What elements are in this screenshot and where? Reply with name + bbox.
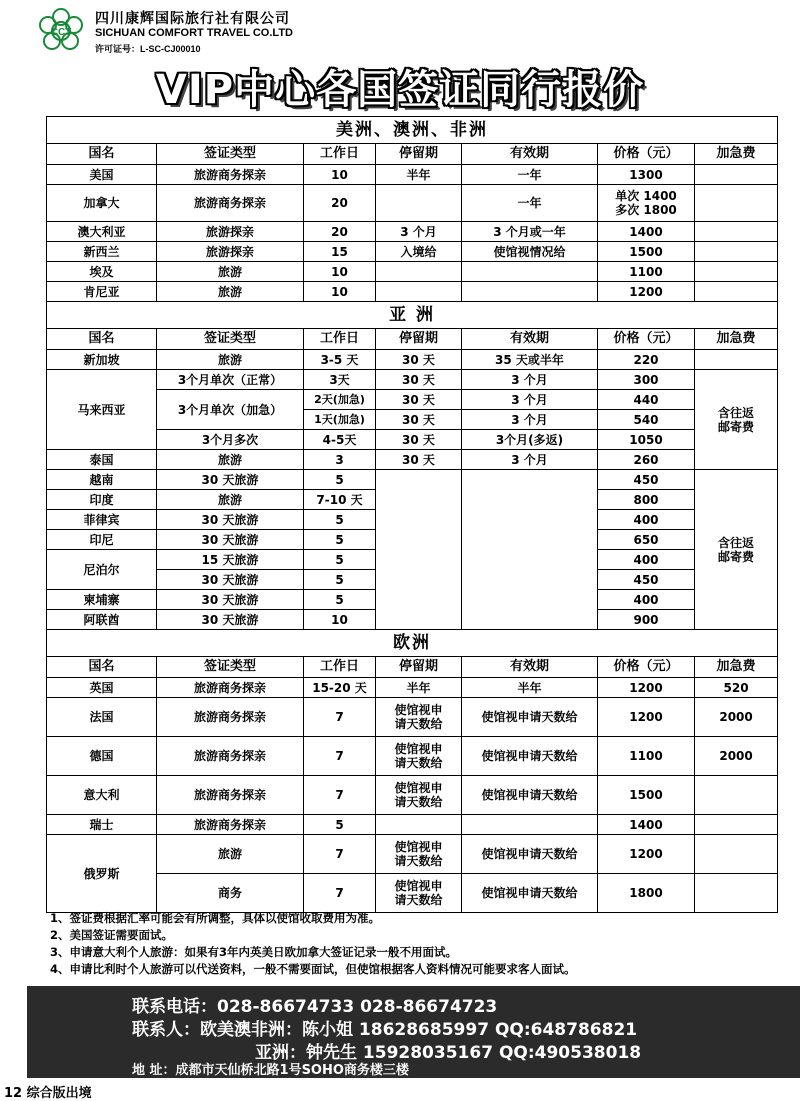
table-cell: 1400: [598, 222, 695, 242]
table-cell: 7: [304, 776, 376, 815]
table-cell: 旅游: [157, 350, 304, 370]
table-cell: 商务: [157, 874, 304, 913]
table-cell: 30 天: [376, 450, 462, 470]
table-cell: 10: [304, 262, 376, 282]
column-header: 有效期: [462, 657, 598, 678]
table-cell: 旅游商务探亲: [157, 815, 304, 835]
page-footer: 12 综合版出境: [4, 1086, 92, 1101]
table-cell: 使馆视申请天数给: [462, 835, 598, 874]
note-2: 2、美国签证需要面试。: [50, 928, 174, 942]
table-cell: 3个月(多返): [462, 430, 598, 450]
column-header: 工作日: [304, 144, 376, 165]
table-cell: 法国: [47, 698, 157, 737]
table-cell: 使馆视申 请天数给: [376, 737, 462, 776]
table-cell: 3 个月: [462, 390, 598, 410]
license-number: 许可证号：L-SC-CJ00010: [95, 44, 201, 54]
table-row: [47, 242, 778, 262]
table-cell: 30 天旅游: [157, 470, 304, 490]
table-cell: 使馆视申 请天数给: [376, 698, 462, 737]
contact-person-2: 亚洲：钟先生 15928035167 QQ:490538018: [255, 1043, 642, 1063]
table-cell: [376, 282, 462, 302]
table-cell: 使馆视申请天数给: [462, 776, 598, 815]
table-cell: [695, 165, 778, 185]
table-cell: 3 个月或一年: [462, 222, 598, 242]
table-cell: 450: [598, 570, 695, 590]
section-title: 欧洲: [47, 630, 778, 657]
table-cell: 意大利: [47, 776, 157, 815]
table-cell: 旅游商务探亲: [157, 737, 304, 776]
table-cell: 450: [598, 470, 695, 490]
contact-person-1: 联系人：欧美澳非洲：陈小姐 18628685997 QQ:648786821: [132, 1020, 638, 1040]
column-header: 停留期: [376, 329, 462, 350]
table-cell: 使馆视申请天数给: [462, 698, 598, 737]
table-row: [47, 165, 778, 185]
notes: [50, 910, 790, 978]
table-cell: 旅游探亲: [157, 222, 304, 242]
table-cell: 30 天: [376, 410, 462, 430]
company-name-cn: 四川康辉国际旅行社有限公司: [95, 11, 290, 27]
table-cell: 220: [598, 350, 695, 370]
page-title: VIP中心各国签证同行报价: [155, 67, 645, 113]
table-cell: [695, 874, 778, 913]
table-cell: [376, 815, 462, 835]
table-cell: 3 个月: [462, 450, 598, 470]
table-cell: 7: [304, 698, 376, 737]
table-cell: 1200: [598, 678, 695, 698]
table-cell: 旅游商务探亲: [157, 165, 304, 185]
header: [0, 0, 800, 118]
column-header: 国名: [47, 144, 157, 165]
table-cell: 1天(加急): [304, 410, 376, 430]
table-cell: 800: [598, 490, 695, 510]
table-cell: [695, 242, 778, 262]
table-cell: 旅游探亲: [157, 242, 304, 262]
table-cell: 德国: [47, 737, 157, 776]
table-cell: 一年: [462, 185, 598, 222]
table-cell: 使馆视情况给: [462, 242, 598, 262]
table-cell: 旅游商务探亲: [157, 698, 304, 737]
section-asia: [47, 302, 778, 329]
table-cell: 半年: [376, 678, 462, 698]
table-cell: 3个月单次（正常）: [157, 370, 304, 390]
table-cell: 旅游: [157, 450, 304, 470]
table-cell: 加拿大: [47, 185, 157, 222]
table-cell: 3-5 天: [304, 350, 376, 370]
column-header: 签证类型: [157, 329, 304, 350]
table-cell: 旅游商务探亲: [157, 185, 304, 222]
table-cell: 5: [304, 570, 376, 590]
table-cell: 半年: [462, 678, 598, 698]
table-cell: 含往返 邮寄费: [695, 370, 778, 470]
table-cell: 1200: [598, 698, 695, 737]
table-cell: 1500: [598, 776, 695, 815]
table-cell: 1400: [598, 815, 695, 835]
header-row: [47, 144, 778, 165]
table-row: [47, 470, 778, 490]
table-cell: 5: [304, 590, 376, 610]
table-cell: 使馆视申 请天数给: [376, 776, 462, 815]
table-cell: 20: [304, 185, 376, 222]
table-cell: 1200: [598, 282, 695, 302]
table-cell: 5: [304, 470, 376, 490]
table-cell: 新西兰: [47, 242, 157, 262]
table-cell: 30 天旅游: [157, 570, 304, 590]
column-header: 价格（元）: [598, 329, 695, 350]
table-cell: 30 天旅游: [157, 590, 304, 610]
column-header: 签证类型: [157, 144, 304, 165]
table-cell: 埃及: [47, 262, 157, 282]
table-row: [47, 350, 778, 370]
table-cell: 400: [598, 510, 695, 530]
table-row: [47, 262, 778, 282]
table-cell: [462, 262, 598, 282]
table-cell: 440: [598, 390, 695, 410]
table-cell: 泰国: [47, 450, 157, 470]
table-cell: [695, 282, 778, 302]
column-header: 工作日: [304, 329, 376, 350]
contact-phone: 联系电话：028-86674733 028-86674723: [132, 997, 498, 1017]
table-cell: 瑞士: [47, 815, 157, 835]
column-header: 价格（元）: [598, 657, 695, 678]
table-cell: 3个月多次: [157, 430, 304, 450]
table-cell: 7: [304, 835, 376, 874]
table-cell: [695, 815, 778, 835]
table-cell: 澳大利亚: [47, 222, 157, 242]
table-cell: 4-5天: [304, 430, 376, 450]
table-row: [47, 450, 778, 470]
column-header: 工作日: [304, 657, 376, 678]
table-cell: 30 天旅游: [157, 610, 304, 630]
table-cell: 30 天: [376, 430, 462, 450]
table-cell: 1500: [598, 242, 695, 262]
table-cell: 900: [598, 610, 695, 630]
table-cell: 650: [598, 530, 695, 550]
table-cell: 20: [304, 222, 376, 242]
table-cell: 使馆视申请天数给: [462, 874, 598, 913]
table-cell: 3个月单次（加急）: [157, 390, 304, 430]
table-cell: 30 天: [376, 390, 462, 410]
table-cell: [376, 185, 462, 222]
table-cell: 使馆视申 请天数给: [376, 874, 462, 913]
table-cell: 1800: [598, 874, 695, 913]
table-cell: 5: [304, 510, 376, 530]
table-cell: 15 天旅游: [157, 550, 304, 570]
column-header: 加急费: [695, 329, 778, 350]
table-cell: 尼泊尔: [47, 550, 157, 590]
table-row: [47, 222, 778, 242]
visa-price-table: [46, 116, 778, 913]
table-cell: 2000: [695, 737, 778, 776]
table-cell: 菲律宾: [47, 510, 157, 530]
note-1: 1、签证费根据汇率可能会有所调整，具体以使馆收取费用为准。: [50, 911, 380, 925]
table-cell: 260: [598, 450, 695, 470]
table-row: [47, 282, 778, 302]
table-cell: [695, 222, 778, 242]
table-cell: 3: [304, 450, 376, 470]
table-cell: 新加坡: [47, 350, 157, 370]
table-cell: 1300: [598, 165, 695, 185]
note-3: 3、申请意大利个人旅游：如果有3年内英美日欧加拿大签证记录一般不用面试。: [50, 945, 457, 959]
table-cell: [376, 470, 462, 630]
table-cell: 阿联酋: [47, 610, 157, 630]
table-cell: 入境给: [376, 242, 462, 262]
company-logo: [36, 8, 86, 54]
table-cell: 使馆视申 请天数给: [376, 835, 462, 874]
table-row: [47, 835, 778, 874]
column-header: 停留期: [376, 144, 462, 165]
table-cell: 单次 1400 多次 1800: [598, 185, 695, 222]
table-cell: 30 天: [376, 350, 462, 370]
table-row: [47, 185, 778, 222]
svg-text:CCT: CCT: [50, 27, 72, 38]
header-row: [47, 329, 778, 350]
table-cell: 英国: [47, 678, 157, 698]
table-cell: 1100: [598, 737, 695, 776]
table-cell: 300: [598, 370, 695, 390]
table-cell: 7: [304, 874, 376, 913]
section-title: 美洲、澳洲、非洲: [47, 117, 778, 144]
column-header: 加急费: [695, 657, 778, 678]
table-cell: [695, 185, 778, 222]
table-cell: 10: [304, 610, 376, 630]
note-4: 4、申请比利时个人旅游可以代送资料，一般不需要面试，但使馆根据客人资料情况可能要求客人面试。: [50, 962, 576, 976]
contact-box: [27, 986, 800, 1078]
table-cell: 肯尼亚: [47, 282, 157, 302]
column-header: 加急费: [695, 144, 778, 165]
table-cell: 15: [304, 242, 376, 262]
table-cell: 7: [304, 737, 376, 776]
table-cell: 30 天旅游: [157, 510, 304, 530]
table-cell: 使馆视申请天数给: [462, 737, 598, 776]
table-cell: 旅游商务探亲: [157, 776, 304, 815]
table-cell: 印度: [47, 490, 157, 510]
table-cell: 15-20 天: [304, 678, 376, 698]
table-row: [47, 874, 778, 913]
column-header: 国名: [47, 329, 157, 350]
column-header: 国名: [47, 657, 157, 678]
table-cell: 2天(加急): [304, 390, 376, 410]
table-cell: 520: [695, 678, 778, 698]
table-cell: 含往返 邮寄费: [695, 470, 778, 630]
table-cell: [462, 815, 598, 835]
table-cell: 越南: [47, 470, 157, 490]
section-americas: [47, 117, 778, 144]
company-name-en: SICHUAN COMFORT TRAVEL CO.LTD: [95, 27, 293, 39]
table-cell: 1050: [598, 430, 695, 450]
table-cell: 30 天: [376, 370, 462, 390]
table-cell: [462, 282, 598, 302]
table-cell: 旅游: [157, 835, 304, 874]
table-cell: 7-10 天: [304, 490, 376, 510]
table-cell: [462, 470, 598, 630]
table-cell: 10: [304, 282, 376, 302]
table-cell: 旅游商务探亲: [157, 678, 304, 698]
table-row: [47, 698, 778, 737]
table-cell: 旅游: [157, 490, 304, 510]
table-cell: [695, 350, 778, 370]
column-header: 有效期: [462, 329, 598, 350]
table-cell: 柬埔寨: [47, 590, 157, 610]
table-cell: 美国: [47, 165, 157, 185]
table-row: [47, 390, 778, 410]
table-cell: 3 个月: [376, 222, 462, 242]
table-row: [47, 815, 778, 835]
table-cell: 30 天旅游: [157, 530, 304, 550]
table-cell: 35 天或半年: [462, 350, 598, 370]
column-header: 有效期: [462, 144, 598, 165]
table-cell: 1100: [598, 262, 695, 282]
table-cell: [695, 835, 778, 874]
table-cell: 旅游: [157, 282, 304, 302]
header-row: [47, 657, 778, 678]
table-cell: 3天: [304, 370, 376, 390]
table-row: [47, 737, 778, 776]
section-europe: [47, 630, 778, 657]
table-cell: 印尼: [47, 530, 157, 550]
table-cell: 3 个月: [462, 410, 598, 430]
table-cell: 540: [598, 410, 695, 430]
table-cell: 10: [304, 165, 376, 185]
table-row: [47, 776, 778, 815]
column-header: 停留期: [376, 657, 462, 678]
table-cell: 2000: [695, 698, 778, 737]
table-cell: 3 个月: [462, 370, 598, 390]
table-row: [47, 370, 778, 390]
table-cell: 400: [598, 550, 695, 570]
section-title: 亚 洲: [47, 302, 778, 329]
table-cell: [376, 262, 462, 282]
table-cell: 半年: [376, 165, 462, 185]
table-cell: 5: [304, 550, 376, 570]
table-row: [47, 430, 778, 450]
table-cell: 马来西亚: [47, 370, 157, 450]
table-cell: [695, 776, 778, 815]
table-cell: 俄罗斯: [47, 835, 157, 913]
table-row: [47, 678, 778, 698]
table-cell: 5: [304, 530, 376, 550]
table-cell: 1200: [598, 835, 695, 874]
contact-address: 地 址：成都市天仙桥北路1号SOHO商务楼三楼: [132, 1063, 409, 1078]
table-cell: 一年: [462, 165, 598, 185]
column-header: 签证类型: [157, 657, 304, 678]
column-header: 价格（元）: [598, 144, 695, 165]
table-cell: 5: [304, 815, 376, 835]
table-cell: 400: [598, 590, 695, 610]
table-cell: 旅游: [157, 262, 304, 282]
table-cell: [695, 262, 778, 282]
